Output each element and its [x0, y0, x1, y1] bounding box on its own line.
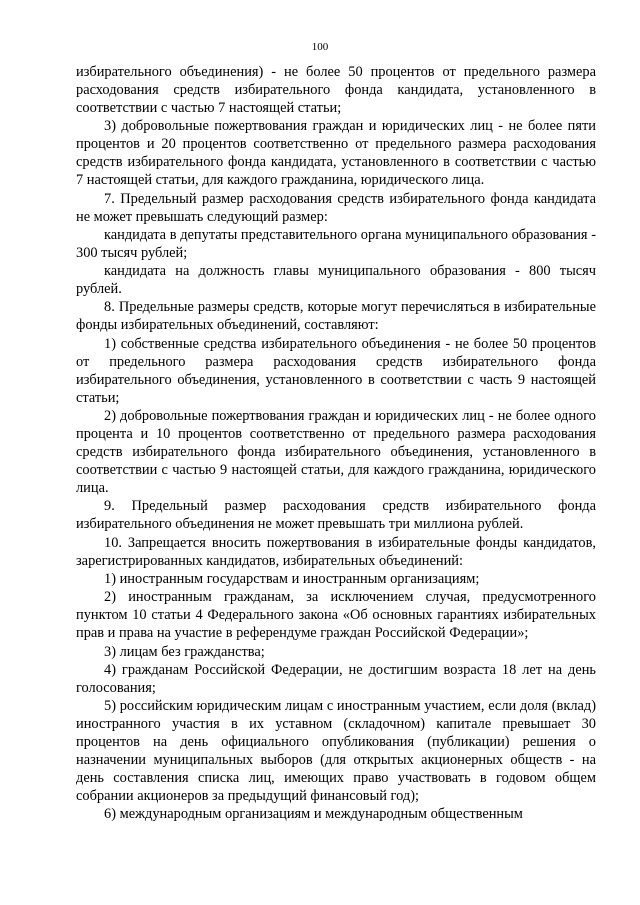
paragraph-10: 10. Запрещается вносить пожертвования в избирательные фонды кандидатов, зарегистрированных кандидатов, избирательных объединений:	[76, 534, 596, 569]
paragraph-10-item-4: 4) гражданам Российской Федерации, не достигшим возраста 18 лет на день голосования;	[76, 661, 596, 696]
paragraph-9: 9. Предельный размер расходования средств избирательного фонда избирательного объединения не может превышать три миллиона рублей.	[76, 498, 596, 533]
paragraph-10-item-2: 2) иностранным гражданам, за исключением случая, предусмотренного пунктом 10 статьи 4 Федерального закона «Об основных гарантиях избирательных прав и права на участие в референдуме граждан Российской Федерации»;	[76, 589, 596, 642]
paragraph-8: 8. Предельные размеры средств, которые могут перечисляться в избирательные фонды избирательных объединений, составляют:	[76, 299, 596, 334]
document-body	[76, 63, 596, 824]
paragraph-10-item-6: 6) международным организациям и международным общественным	[104, 806, 523, 823]
paragraph-6-item-3: 3) добровольные пожертвования граждан и юридических лиц - не более пяти процентов и 20 процентов соответственно от предельного размера расходования средств избирательного фонда кандидата, установленного в соответствии с частью 7 настоящей статьи, для каждого гражданина, юридического лица.	[76, 118, 596, 189]
paragraph-8-item-1: 1) собственные средства избирательного объединения - не более 50 процентов от предельного размера расходования средств избирательного фонда избирательного объединения, установленного в соответствии с часть 9 настоящей статьи;	[76, 335, 596, 406]
paragraph-10-item-1: 1) иностранным государствам и иностранным организациям;	[104, 570, 480, 587]
paragraph-10-item-3: 3) лицам без гражданства;	[104, 643, 265, 660]
paragraph-7: 7. Предельный размер расходования средств избирательного фонда кандидата не может превышать следующий размер:	[76, 190, 596, 225]
paragraph-7-deputies: кандидата в депутаты представительного органа муниципального образования - 300 тысяч рублей;	[76, 226, 596, 261]
paragraph-continuation: избирательного объединения) - не более 50 процентов от предельного размера расходования средств избирательного фонда кандидата, установленного в соответствии с частью 7 настоящей статьи;	[76, 64, 596, 116]
paragraph-8-item-2: 2) добровольные пожертвования граждан и юридических лиц - не более одного процента и 10 процентов соответственно от предельного размера расходования средств избирательного фонда избирательного объединения, установленного в соответствии с частью 9 настоящей статьи, для каждого гражданина, юридического лица.	[76, 408, 596, 497]
page-number: 100	[311, 41, 329, 53]
paragraph-10-item-5: 5) российским юридическим лицам с иностранным участием, если доля (вклад) иностранного участия в их уставном (складочном) капитале превышает 30 процентов на день официального опубликования (публикации) решения о назначении муниципальных выборов (для открытых акционерных обществ - на день составления списка лиц, имеющих право участвовать в годовом общем собрании акционеров за предыдущий финансовый год);	[76, 698, 596, 805]
paragraph-7-head: кандидата на должность главы муниципального образования - 800 тысяч рублей.	[76, 263, 596, 298]
